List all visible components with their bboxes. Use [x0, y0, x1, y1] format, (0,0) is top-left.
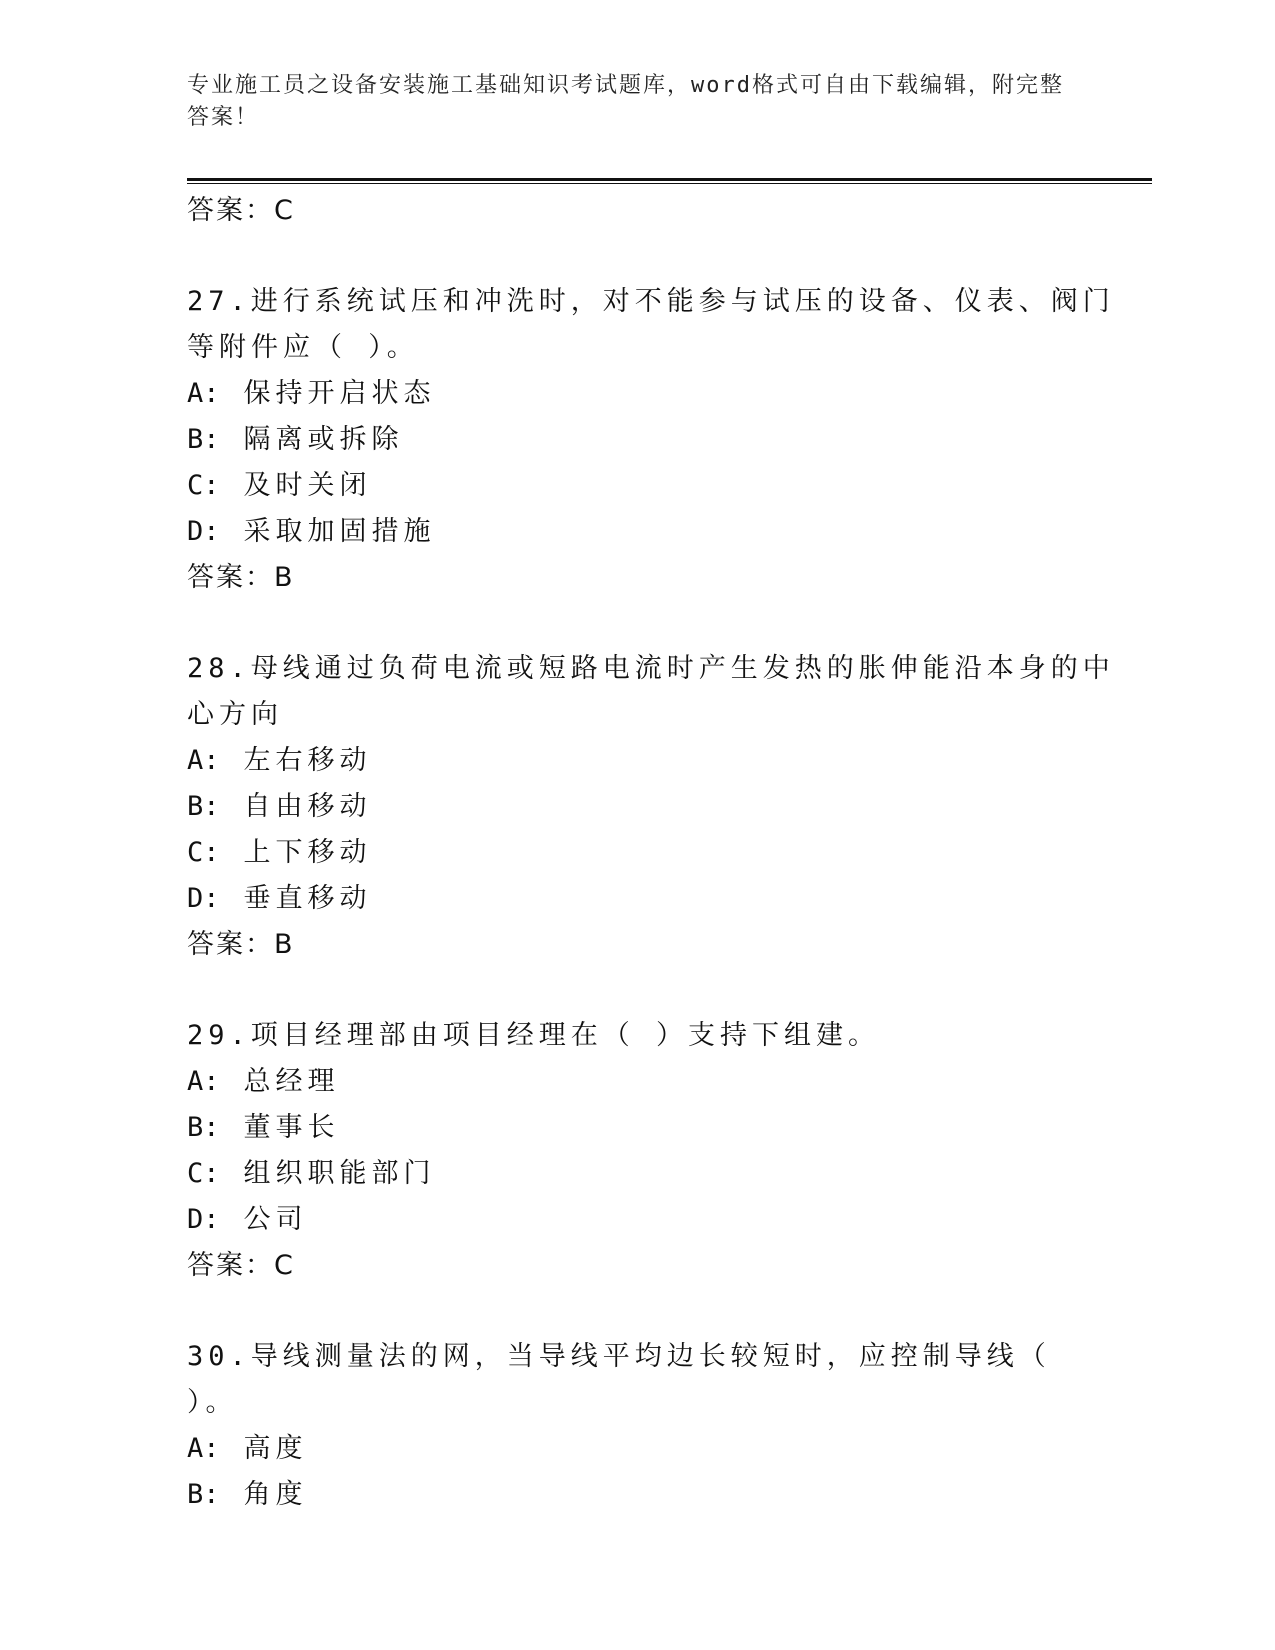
option-text: 隔离或拆除 [243, 424, 404, 455]
answer-line: 答案：C [187, 195, 295, 226]
header-rule-thick [187, 178, 1152, 181]
option-a [187, 1426, 1117, 1472]
question-list [187, 188, 1117, 1518]
option-key: D: [187, 883, 220, 914]
question-29 [187, 1013, 1117, 1289]
header-rule-thin [187, 183, 1152, 184]
option-key: D: [187, 1204, 220, 1235]
question-text: 27.进行系统试压和冲洗时，对不能参与试压的设备、仪表、阀门等附件应（ ）。 [187, 286, 1115, 363]
option-text: 保持开启状态 [243, 378, 436, 409]
option-text: 上下移动 [243, 837, 372, 868]
option-text: 董事长 [243, 1112, 340, 1143]
option-key: C: [187, 837, 220, 868]
option-key: B: [187, 791, 220, 822]
option-c [187, 1151, 1117, 1197]
option-text: 垂直移动 [243, 883, 372, 914]
option-text: 组织职能部门 [243, 1158, 436, 1189]
question-28 [187, 646, 1117, 968]
option-text: 自由移动 [243, 791, 372, 822]
option-b [187, 1472, 1117, 1518]
answer-line: 答案：B [187, 929, 295, 960]
option-text: 及时关闭 [243, 470, 372, 501]
option-text: 公司 [243, 1204, 308, 1235]
option-text: 角度 [243, 1479, 308, 1510]
option-key: A: [187, 745, 220, 776]
option-d [187, 876, 1117, 922]
option-c [187, 830, 1117, 876]
option-key: C: [187, 1158, 220, 1189]
option-b [187, 784, 1117, 830]
option-b [187, 417, 1117, 463]
option-b [187, 1105, 1117, 1151]
option-d [187, 1197, 1117, 1243]
option-d [187, 509, 1117, 555]
option-key: B: [187, 1479, 220, 1510]
option-key: B: [187, 424, 220, 455]
option-key: B: [187, 1112, 220, 1143]
document-header: 专业施工员之设备安装施工基础知识考试题库，word格式可自由下载编辑，附完整答案！ [187, 73, 1064, 130]
option-a [187, 1059, 1117, 1105]
option-key: A: [187, 1433, 220, 1464]
question-text: 30.导线测量法的网，当导线平均边长较短时，应控制导线（ ）。 [187, 1341, 1051, 1418]
option-key: D: [187, 516, 220, 547]
option-text: 采取加固措施 [243, 516, 436, 547]
option-c [187, 463, 1117, 509]
option-text: 总经理 [243, 1066, 340, 1097]
question-text: 29.项目经理部由项目经理在（ ）支持下组建。 [187, 1020, 881, 1051]
answer-line: 答案：B [187, 562, 295, 593]
option-a [187, 371, 1117, 417]
option-key: A: [187, 378, 220, 409]
option-key: A: [187, 1066, 220, 1097]
option-a [187, 738, 1117, 784]
question-30 [187, 1334, 1117, 1518]
answer-line: 答案：C [187, 1250, 295, 1281]
option-text: 左右移动 [243, 745, 372, 776]
option-key: C: [187, 470, 220, 501]
option-text: 高度 [243, 1433, 308, 1464]
question-text: 28.母线通过负荷电流或短路电流时产生发热的胀伸能沿本身的中心方向 [187, 653, 1115, 730]
question-27 [187, 279, 1117, 601]
